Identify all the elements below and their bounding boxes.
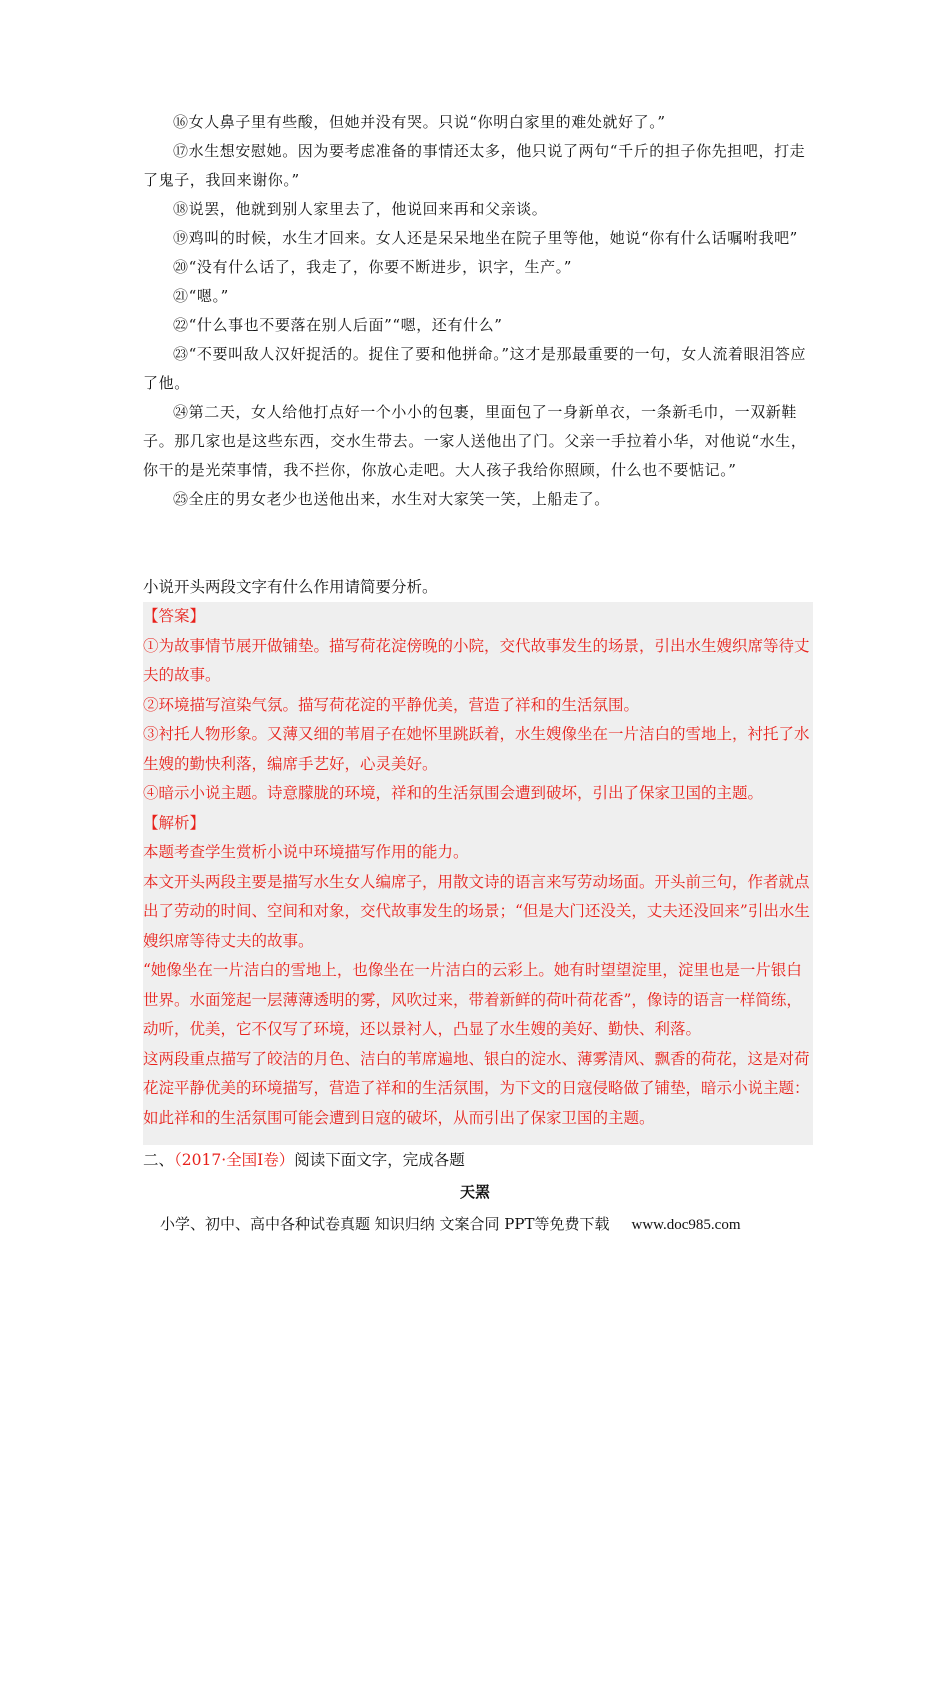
story-paragraph-22: ㉒“什么事也不要落在别人后面”“嗯，还有什么” bbox=[173, 316, 503, 334]
page-footer bbox=[160, 1210, 800, 1239]
answer-label: 【答案】 bbox=[143, 607, 206, 625]
passage-title: 天罴 bbox=[459, 1183, 490, 1201]
section-two-prefix: 二、 bbox=[143, 1151, 175, 1169]
question-text: 小说开头两段文字有什么作用请简要分析。 bbox=[143, 578, 438, 596]
answer-item-1: ①为故事情节展开做铺垫。描写荷花淀傍晚的小院，交代故事发生的场景，引出水生嫂织席等待丈夫的故事。 bbox=[143, 636, 810, 684]
answer-item-2: ②环境描写渲染气氛。描写荷花淀的平静优美，营造了祥和的生活氛围。 bbox=[143, 695, 640, 714]
analysis-paragraph-2: 本文开头两段主要是描写水生女人编席子，用散文诗的语言来写劳动场面。开头前三句，作者就点出了劳动的时间、空间和对象，交代故事发生的场景；“但是大门还没关，丈夫还没回来”引出水生嫂织席等待丈夫的故事。 bbox=[143, 872, 810, 950]
answer-item-3: ③衬托人物形象。又薄又细的苇眉子在她怀里跳跃着，水生嫂像坐在一片洁白的雪地上，衬托了水生嫂的勤快利落，编席手艺好，心灵美好。 bbox=[143, 725, 810, 773]
footer-url[interactable]: www.doc985.com bbox=[631, 1217, 741, 1233]
story-paragraph-18: ⑱说罢，他就到别人家里去了，他说回来再和父亲谈。 bbox=[173, 200, 548, 218]
story-paragraph-24: ㉔第二天，女人给他打点好一个小小的包裹，里面包了一身新单衣，一条新毛巾，一双新鞋子。那几家也是这些东西，交水生带去。一家人送他出了门。父亲一手拉着小华，对他说“水生，你干的是光荣事情，我不拦你，你放心走吧。大人孩子我给你照顾，什么也不要惦记。” bbox=[143, 403, 807, 479]
analysis-label: 【解析】 bbox=[143, 813, 206, 832]
story-paragraph-23: ㉓“不要叫敌人汉奸捉活的。捉住了要和他拼命。”这才是那最重要的一句，女人流着眼泪答应了他。 bbox=[143, 345, 807, 392]
story-paragraph-20: ⑳“没有什么话了，我走了，你要不断进步，识字，生产。” bbox=[173, 258, 573, 276]
analysis-paragraph-1: 本题考查学生赏析小说中环境描写作用的能力。 bbox=[143, 843, 469, 861]
story-paragraph-21: ㉑“嗯。” bbox=[173, 287, 229, 305]
story-paragraph-25: ㉕全庄的男女老少也送他出来，水生对大家笑一笑，上船走了。 bbox=[173, 490, 610, 508]
analysis-paragraph-3: “她像坐在一片洁白的雪地上，也像坐在一片洁白的云彩上。她有时望望淀里，淀里也是一片银白世界。水面笼起一层薄薄透明的雾，风吹过来，带着新鲜的荷叶荷花香”，像诗的语言一样简练，动听，优美，它不仅写了环境，还以景衬人，凸显了水生嫂的美好、勤快、利落。 bbox=[143, 961, 802, 1038]
story-paragraph-17: ⑰水生想安慰她。因为要考虑准备的事情还太多，他只说了两句“千斤的担子你先担吧，打走了鬼子，我回来谢你。” bbox=[143, 142, 806, 189]
section-two-source: （2017·全国Ⅰ卷） bbox=[174, 1151, 295, 1169]
answer-item-4: ④暗示小说主题。诗意朦胧的环境，祥和的生活氛围会遭到破坏，引出了保家卫国的主题。 bbox=[143, 784, 764, 802]
analysis-paragraph-4: 这两段重点描写了皎洁的月色、洁白的苇席遍地、银白的淀水、薄雾清风、飘香的荷花，这是对荷花淀平静优美的环境描写，营造了祥和的生活氛围，为下文的日寇侵略做了铺垫，暗示小说主题：如此祥和的生活氛围可能会遭到日寇的破坏，从而引出了保家卫国的主题。 bbox=[143, 1049, 810, 1127]
story-paragraph-16: ⑯女人鼻子里有些酸，但她并没有哭。只说“你明白家里的难处就好了。” bbox=[173, 113, 666, 131]
section-two-heading bbox=[143, 1146, 813, 1175]
story-paragraph-19: ⑲鸡叫的时候，水生才回来。女人还是呆呆地坐在院子里等他，她说“你有什么话嘱咐我吧” bbox=[173, 229, 798, 247]
story-excerpt bbox=[143, 108, 813, 514]
section-two-text: 阅读下面文字，完成各题 bbox=[294, 1151, 465, 1169]
footer-text: 小学、初中、高中各种试卷真题 知识归纳 文案合同 PPT等免费下载 bbox=[160, 1215, 610, 1233]
